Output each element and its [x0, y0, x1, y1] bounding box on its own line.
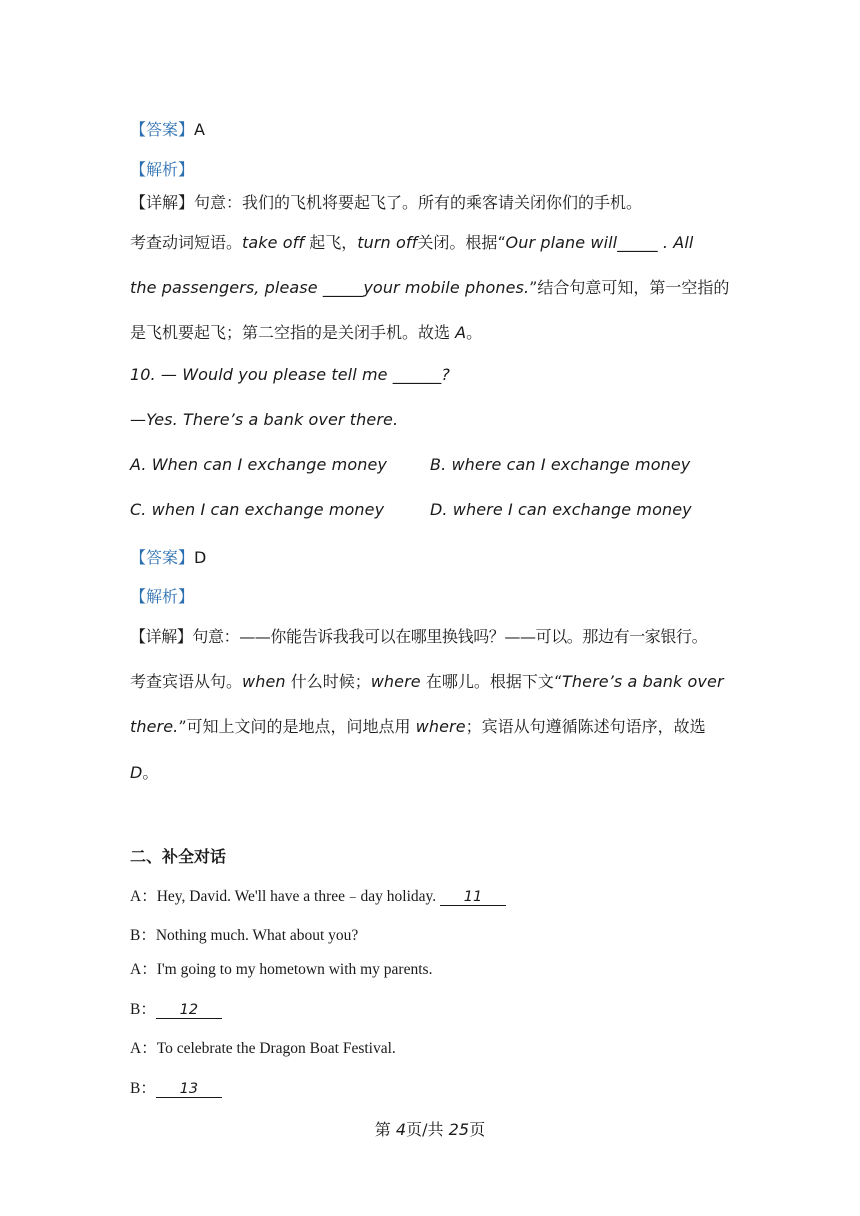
footer-page-number: 4 — [395, 1120, 407, 1139]
q10-text: 考查宾语从句。 — [130, 672, 243, 691]
dialogue-line — [130, 997, 222, 1019]
dialogue-speaker: B： — [130, 1080, 156, 1097]
footer-suffix: 页 — [469, 1120, 486, 1139]
q10-answer-line — [130, 545, 206, 568]
q10-quote: there. — [130, 717, 179, 736]
dialogue-text: To celebrate the Dragon Boat Festival. — [156, 1040, 396, 1057]
q9-detail-line-3 — [130, 275, 729, 298]
q9-text: 是飞机要起飞；第二空指的是关闭手机。故选 — [130, 323, 456, 342]
q9-quote: Our plane will_____ . All — [505, 233, 694, 252]
q10-text: ；宾语从句遵循陈述句语序，故选 — [465, 717, 706, 736]
dialogue-speaker: B： — [130, 927, 156, 944]
q9-answer-value: A — [194, 120, 205, 139]
q9-answer-tag: 【答案】 — [130, 120, 195, 139]
q10-option-b: B. where can I exchange money — [430, 455, 691, 474]
q9-detail-line — [130, 190, 642, 213]
q9-choice: A — [455, 323, 467, 342]
q10-word-where: where — [415, 717, 466, 736]
dialogue-blank — [440, 889, 506, 906]
dialogue-line — [130, 957, 432, 979]
q10-answer-value: D — [194, 548, 207, 567]
q10-option-d: D. where I can exchange money — [430, 500, 692, 519]
q10-quote: There’s a bank over — [562, 672, 724, 691]
q10-detail-line-3 — [130, 714, 706, 737]
q9-detail-tag: 【详解】 — [130, 193, 195, 212]
q9-answer-line — [130, 117, 205, 140]
q10-option-c: C. when I can exchange money — [130, 500, 385, 519]
blank-number: 12 — [179, 1002, 199, 1018]
dialogue-blank — [156, 1002, 222, 1019]
q10-analysis-line — [130, 584, 194, 607]
q9-phrase-take-off: take off — [242, 233, 305, 252]
q10-text: 。 — [142, 763, 159, 782]
dialogue-speaker: A： — [130, 1040, 157, 1057]
q10-detail-text: 句意：——你能告诉我我可以在哪里换钱吗？——可以。那边有一家银行。 — [192, 627, 708, 646]
q10-detail-tag: 【详解】 — [130, 627, 193, 646]
footer-total-pages: 25 — [448, 1120, 470, 1139]
blank-number: 11 — [463, 889, 483, 905]
dialogue-text: Hey, David. We'll have a three﹣day holiday. — [156, 888, 441, 905]
q9-quote: the passengers, please _____your mobile phones. — [130, 278, 530, 297]
q9-text: 考查动词短语。 — [130, 233, 243, 252]
dialogue-text: Nothing much. What about you? — [155, 927, 359, 944]
q10-text: 在哪儿。根据下文“ — [420, 672, 563, 691]
q9-phrase-turn-off: turn off — [357, 233, 418, 252]
q9-detail-line-4 — [130, 320, 482, 343]
q10-detail-line-2 — [130, 669, 724, 692]
q10-word-when: when — [242, 672, 286, 691]
q10-analysis-tag: 【解析】 — [130, 587, 195, 606]
dialogue-speaker: A： — [130, 888, 157, 905]
section-heading: 二、补全对话 — [130, 847, 227, 866]
footer-middle: 页/共 — [406, 1120, 449, 1139]
q9-text: ”结合句意可知，第一空指的 — [529, 278, 730, 297]
dialogue-blank — [156, 1081, 222, 1098]
page-footer — [0, 1117, 860, 1140]
dialogue-speaker: B： — [130, 1001, 156, 1018]
footer-prefix: 第 — [374, 1120, 396, 1139]
q10-answer-tag: 【答案】 — [130, 548, 195, 567]
q10-detail-line — [130, 624, 707, 647]
q9-analysis-line — [130, 157, 194, 180]
dialogue-speaker: A： — [130, 961, 157, 978]
dialogue-line — [130, 884, 506, 906]
q10-text: 什么时候； — [285, 672, 371, 691]
q10-detail-line-4 — [130, 760, 158, 783]
q10-word-where: where — [370, 672, 421, 691]
dialogue-line — [130, 923, 358, 945]
q9-detail-line-2 — [130, 230, 693, 253]
q10-option-a: A. When can I exchange money — [130, 455, 387, 474]
q10-question: 10. — Would you please tell me ______? — [130, 365, 450, 384]
blank-number: 13 — [179, 1081, 199, 1097]
q9-detail-text: 句意：我们的飞机将要起飞了。所有的乘客请关闭你们的手机。 — [194, 193, 643, 212]
q9-text: 起飞， — [304, 233, 358, 252]
dialogue-text: I'm going to my hometown with my parents. — [156, 961, 433, 978]
dialogue-line — [130, 1076, 222, 1098]
q10-text: ”可知上文问的是地点，问地点用 — [178, 717, 416, 736]
q10-reply: —Yes. There’s a bank over there. — [130, 410, 399, 429]
dialogue-line — [130, 1036, 396, 1058]
q9-text: 。 — [466, 323, 483, 342]
q10-choice: D — [130, 763, 143, 782]
q9-analysis-tag: 【解析】 — [130, 160, 195, 179]
q9-text: 关闭。根据“ — [417, 233, 506, 252]
